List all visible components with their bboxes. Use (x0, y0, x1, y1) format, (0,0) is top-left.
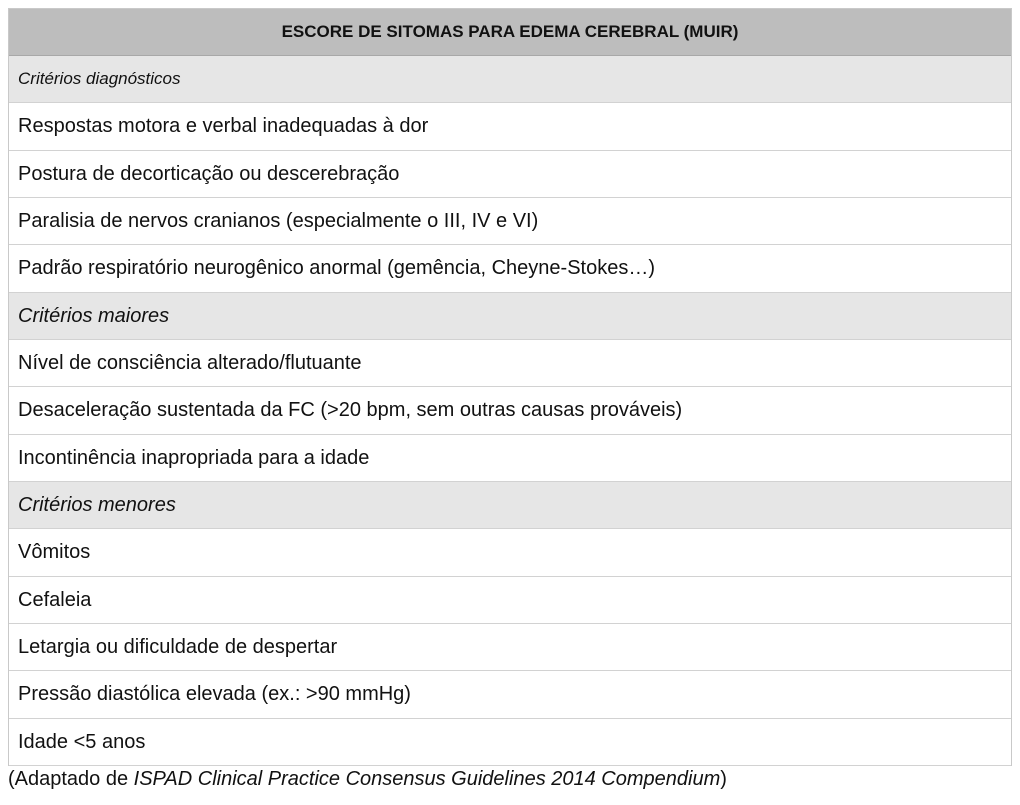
table-row: Paralisia de nervos cranianos (especialmente o III, IV e VI) (9, 198, 1011, 245)
table-row: Padrão respiratório neurogênico anormal (gemência, Cheyne-Stokes…) (9, 245, 1011, 293)
table-row: Idade <5 anos (9, 719, 1011, 766)
table-row: Desaceleração sustentada da FC (>20 bpm, sem outras causas prováveis) (9, 387, 1011, 435)
section-header-minor: Critérios menores (9, 482, 1011, 529)
table-title: ESCORE DE SITOMAS PARA EDEMA CEREBRAL (MUIR) (9, 9, 1011, 56)
table-row: Respostas motora e verbal inadequadas à dor (9, 103, 1011, 151)
table-row: Incontinência inapropriada para a idade (9, 435, 1011, 482)
table-row: Nível de consciência alterado/flutuante (9, 340, 1011, 387)
table-row: Letargia ou dificuldade de despertar (9, 624, 1011, 671)
table-row: Cefaleia (9, 577, 1011, 624)
table-row: Postura de decorticação ou descerebração (9, 151, 1011, 198)
table-row: Pressão diastólica elevada (ex.: >90 mmHg) (9, 671, 1011, 719)
section-header-diagnostic: Critérios diagnósticos (9, 56, 1011, 103)
footnote-prefix: (Adaptado de (8, 768, 134, 790)
table-row: Vômitos (9, 529, 1011, 577)
source-footnote (8, 768, 727, 791)
section-header-major: Critérios maiores (9, 293, 1011, 340)
footnote-suffix: ) (720, 768, 727, 790)
footnote-source: ISPAD Clinical Practice Consensus Guidelines 2014 Compendium (133, 768, 721, 790)
criteria-table (8, 8, 1012, 766)
